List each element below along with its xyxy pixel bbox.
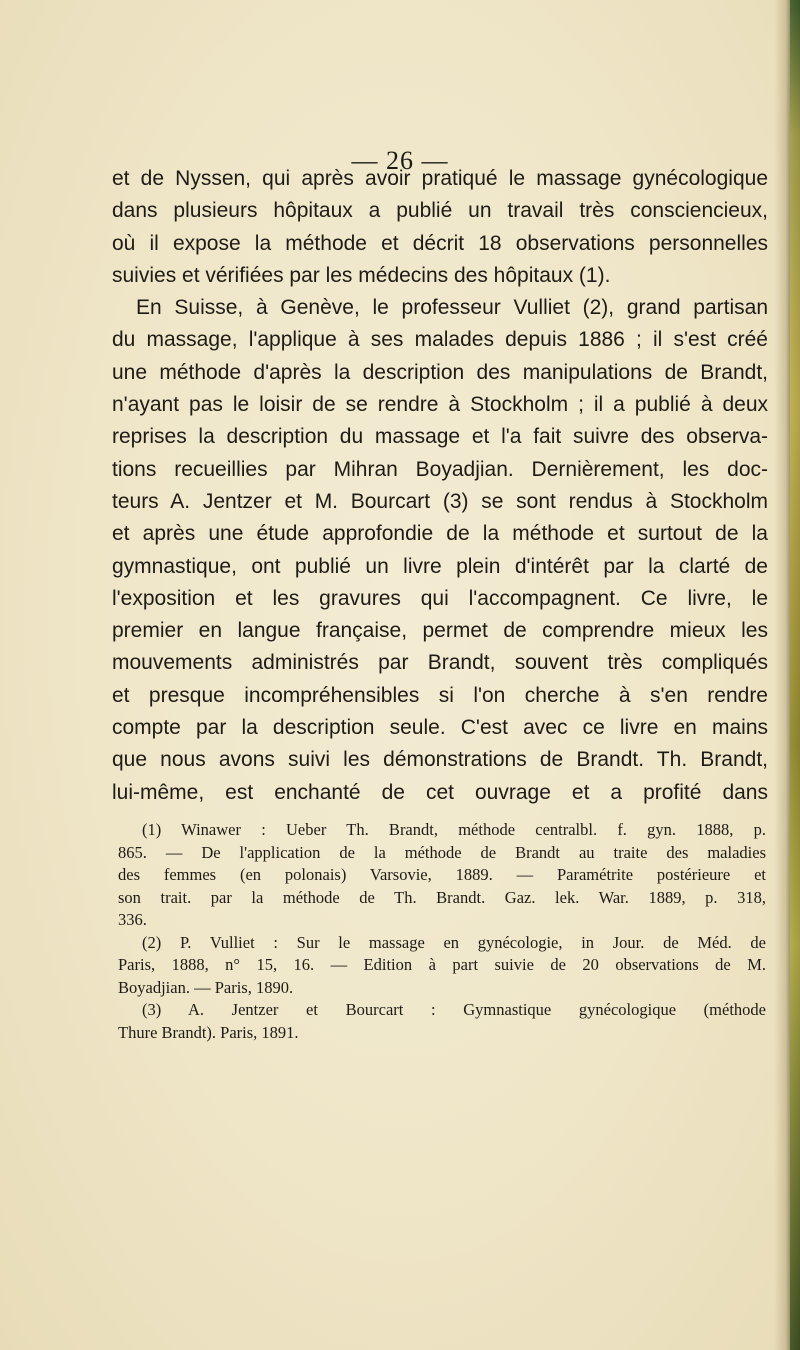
footnote-line: Thure Brandt). Paris, 1891. [118, 1022, 299, 1042]
text-line: et de Nyssen, qui après avoir pratiqué le massage gynécologique [112, 167, 768, 190]
footnote-line: (2) P. Vulliet : Sur le massage en gynécologie, in Jour. de Méd. de [142, 932, 766, 952]
text-line: et après une étude approfondie de la méthode et surtout de la [112, 522, 768, 546]
text-line: En Suisse, à Genève, le professeur Vulliet (2), grand partisan [136, 296, 768, 320]
footnote-line: (3) A. Jentzer et Bourcart : Gymnastique gynécologique (méthode [142, 1000, 766, 1019]
text-line: et presque incompréhensibles si l'on cherche à s'en rendre [112, 683, 768, 707]
text-line: compte par la description seule. C'est avec ce livre en mains [112, 716, 768, 740]
page-number: — 26 — [351, 146, 449, 175]
text-line: dans plusieurs hôpitaux a publié un travail très consciencieux, [112, 199, 768, 223]
footnote-line: des femmes (en polonais) Varsovie, 1889. — Paramétrite postérieure et [118, 865, 766, 884]
footnotes [118, 819, 766, 1044]
text-line: teurs A. Jentzer et M. Bourcart (3) se sont rendus à Stockholm [112, 489, 768, 513]
footnote-line: Boyadjian. — Paris, 1890. [118, 977, 294, 997]
page-edge-stain [790, 0, 800, 1350]
footnote-line: 865. — De l'application de la méthode de Brandt au traite des maladies [118, 842, 766, 862]
text-line: que nous avons suivi les démonstrations de Brandt. Th. Brandt, [112, 748, 768, 772]
text-line: suivies et vérifiées par les médecins des hôpitaux (1). [112, 263, 611, 287]
footnote-3 [118, 999, 766, 1044]
footnote-line: Paris, 1888, n° 15, 16. — Edition à part suivie de 20 observations de M. [118, 955, 766, 974]
footnote-line: 336. [118, 910, 147, 929]
text-line: premier en langue française, permet de comprendre mieux les [112, 619, 768, 643]
footnote-line: (1) Winawer : Ueber Th. Brandt, méthode centralbl. f. gyn. 1888, p. [142, 820, 766, 839]
text-line: l'exposition et les gravures qui l'accompagnent. Ce livre, le [112, 586, 768, 610]
text-line: lui-même, est enchanté de cet ouvrage et a profité dans [112, 780, 768, 804]
footnote-line: son trait. par la méthode de Th. Brandt. Gaz. lek. War. 1889, p. 318, [118, 887, 766, 907]
text-line: gymnastique, ont publié un livre plein d'intérêt par la clarté de [112, 554, 768, 578]
footnote-2 [118, 932, 766, 1000]
footnote-1 [118, 819, 766, 932]
main-text [112, 163, 768, 809]
text-line: où il expose la méthode et décrit 18 observations personnelles [112, 231, 768, 255]
text-line: reprises la description du massage et l'a fait suivre des observa- [112, 425, 768, 449]
paragraph-1 [112, 163, 768, 292]
text-line: une méthode d'après la description des manipulations de Brandt, [112, 360, 768, 384]
paragraph-2 [112, 292, 768, 809]
text-line: du massage, l'applique à ses malades depuis 1886 ; il s'est créé [112, 328, 768, 352]
text-line: n'ayant pas le loisir de se rendre à Stockholm ; il a publié à deux [112, 393, 768, 417]
text-line: mouvements administrés par Brandt, souvent très compliqués [112, 651, 768, 675]
text-line: tions recueillies par Mihran Boyadjian. Dernièrement, les doc- [112, 457, 768, 481]
